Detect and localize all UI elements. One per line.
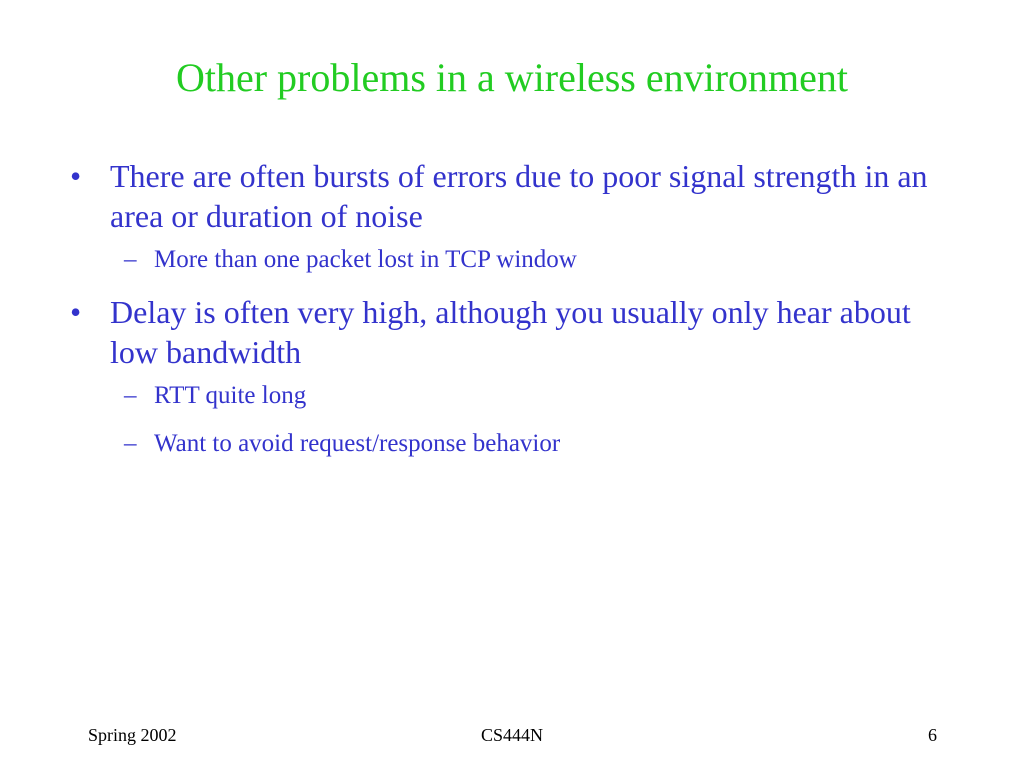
sub-bullet-text: More than one packet lost in TCP window — [154, 246, 577, 273]
sub-bullet-marker: – — [124, 430, 137, 457]
bullet-group — [70, 292, 950, 460]
sub-bullet-item — [70, 244, 950, 276]
bullet-item — [70, 156, 950, 236]
slide-title: Other problems in a wireless environment — [175, 55, 849, 100]
sub-bullet-text: Want to avoid request/response behavior — [154, 430, 561, 457]
bullet-marker: • — [70, 158, 82, 194]
sub-bullet-item — [70, 380, 950, 412]
sub-bullet-marker: – — [124, 246, 137, 273]
bullet-marker: • — [70, 294, 82, 330]
bullet-text: There are often bursts of errors due to poor signal strength in an area or duration of noise — [110, 158, 928, 234]
footer-date: Spring 2002 — [88, 725, 177, 745]
sub-bullet-item — [70, 428, 950, 460]
bullet-text: Delay is often very high, although you usually only hear about low bandwidth — [110, 294, 911, 370]
bullet-item — [70, 292, 950, 372]
bullet-list — [70, 156, 950, 476]
sub-bullet-text: RTT quite long — [154, 382, 307, 409]
sub-bullet-marker: – — [124, 382, 137, 409]
bullet-group — [70, 156, 950, 276]
footer-course: CS444N — [480, 725, 543, 745]
footer-page-number: 6 — [928, 725, 937, 745]
